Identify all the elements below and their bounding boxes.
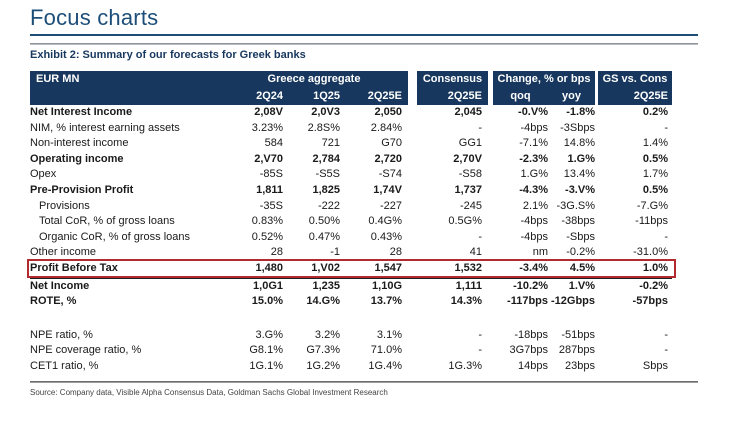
table-row [30, 359, 672, 375]
row-value: 1,0G1 [253, 279, 283, 292]
row-label: NPE coverage ratio, % [30, 344, 142, 357]
row-value: 2.8S% [307, 121, 340, 134]
row-label: Net Income [30, 279, 90, 292]
row-value: -18bps [514, 328, 548, 341]
row-value: 1,825 [312, 183, 340, 196]
row-value: -1 [330, 246, 340, 259]
row-value: -222 [317, 199, 340, 212]
row-value: -0.2% [566, 246, 595, 259]
row-value: - [664, 344, 668, 357]
row-label: Operating income [30, 152, 124, 165]
row-value: -S5S [315, 168, 340, 181]
row-value: 15.0% [251, 295, 283, 308]
row-value: 14bps [518, 359, 548, 372]
row-value: 41 [469, 246, 482, 259]
row-label: NPE ratio, % [30, 328, 93, 341]
row-value: - [478, 230, 482, 243]
row-value: -S58 [458, 168, 482, 181]
row-value: -12Gbps [550, 295, 595, 308]
table-row [30, 328, 672, 344]
table-row [30, 136, 672, 152]
row-value: -3G.S% [556, 199, 595, 212]
row-value: G8.1% [249, 344, 283, 357]
forecast-table [30, 71, 672, 375]
row-label: Net Interest Income [30, 106, 133, 118]
row-value: 28 [270, 246, 283, 259]
table-row [30, 343, 672, 359]
row-value: 0.43% [370, 230, 402, 243]
row-value: -245 [459, 199, 482, 212]
row-value: 13.7% [370, 295, 402, 308]
row-value: 71.0% [370, 344, 402, 357]
table-row [30, 199, 672, 215]
row-label: Opex [30, 168, 57, 181]
row-value: 0.50% [308, 215, 340, 228]
row-value: -227 [379, 199, 402, 212]
row-label: CET1 ratio, % [30, 359, 99, 372]
table-section-spacer [30, 310, 672, 328]
row-value: 2.1% [522, 199, 548, 212]
header-consensus: Consensus [417, 71, 488, 88]
row-value: 584 [264, 137, 283, 150]
table-row [30, 167, 672, 183]
table-row [30, 230, 672, 246]
row-value: 23bps [565, 359, 595, 372]
row-value: -38bps [561, 215, 595, 228]
header-col-1q25: 1Q25 [283, 88, 340, 105]
row-value: -2.3% [519, 152, 548, 165]
header-col-2q24: 2Q24 [220, 88, 283, 105]
row-value: 1G.2% [306, 359, 340, 372]
row-value: 2,V70 [254, 152, 283, 165]
row-value: 0.5% [642, 152, 668, 165]
row-value: G7.3% [306, 344, 340, 357]
row-value: 1,480 [255, 261, 283, 274]
row-value: 0.5% [642, 183, 668, 196]
title-rule-gray [30, 43, 698, 45]
row-value: -57bps [632, 295, 668, 308]
row-value: 1.4% [642, 137, 668, 150]
row-value: 0.52% [251, 230, 283, 243]
row-label: Other income [30, 246, 97, 259]
row-value: -85S [259, 168, 283, 181]
row-value: 721 [321, 137, 340, 150]
row-value: 4.5% [569, 261, 595, 274]
header-change: Change, % or bps [493, 71, 595, 88]
table-row [30, 294, 672, 310]
row-label: Non-interest income [30, 137, 129, 150]
row-label: ROTE, % [30, 295, 77, 308]
row-value: 2,720 [374, 152, 402, 165]
table-row [30, 105, 672, 121]
row-value: -0.2% [639, 279, 668, 292]
row-value: -7.G% [636, 199, 668, 212]
row-value: 2,050 [374, 106, 402, 118]
row-value: -4bps [520, 121, 548, 134]
table-body [30, 105, 672, 375]
table-row [30, 214, 672, 230]
row-value: 0.5G% [448, 215, 482, 228]
row-value: -51bps [561, 328, 595, 341]
table-row [30, 152, 672, 168]
table-header-row-periods [30, 88, 672, 105]
row-value: Sbps [642, 359, 668, 372]
row-value: 3.1% [376, 328, 402, 341]
table-row [30, 245, 672, 261]
row-value: 1.7% [642, 168, 668, 181]
row-value: -3.4% [519, 261, 548, 274]
row-value: 0.47% [308, 230, 340, 243]
row-value: 2.84% [370, 121, 402, 134]
row-label: NIM, % interest earning assets [30, 121, 180, 134]
table-row [30, 277, 672, 295]
row-label: Provisions [39, 199, 90, 212]
table-row [30, 183, 672, 199]
row-value: 0.83% [251, 215, 283, 228]
row-value: 28 [389, 246, 402, 259]
row-value: 0.2% [642, 106, 668, 118]
header-col-gs-2q25e: 2Q25E [598, 88, 672, 105]
row-value: 1G.3% [448, 359, 482, 372]
row-value: 1,235 [312, 279, 340, 292]
row-value: 1.G% [520, 168, 548, 181]
row-value: 0.4G% [368, 215, 402, 228]
row-label: Organic CoR, % of gross loans [39, 230, 191, 243]
row-value: -10.2% [513, 279, 548, 292]
row-value: -0.V% [518, 106, 548, 118]
row-value: 1,V02 [311, 261, 340, 274]
row-value: -35S [259, 199, 283, 212]
header-gap [408, 88, 417, 105]
row-value: -11bps [635, 215, 668, 228]
row-value: -S74 [378, 168, 402, 181]
row-value: 2,70V [453, 152, 482, 165]
row-value: 1G.4% [368, 359, 402, 372]
row-label: Total CoR, % of gross loans [39, 215, 175, 228]
title-rule-navy [30, 34, 698, 36]
row-value: 1,532 [454, 261, 482, 274]
row-value: -3.V% [565, 183, 595, 196]
row-value: G70 [381, 137, 402, 150]
page-title: Focus charts [30, 5, 159, 30]
row-value: 14.8% [563, 137, 595, 150]
row-value: -31.0% [633, 246, 668, 259]
row-value: 1.0% [642, 261, 668, 274]
header-empty [30, 88, 220, 105]
header-eur-mn: EUR MN [30, 71, 220, 88]
row-value: 14.G% [306, 295, 340, 308]
row-value: - [478, 344, 482, 357]
row-value: -Sbps [566, 230, 595, 243]
row-value: -3Sbps [560, 121, 595, 134]
row-value: 2,045 [454, 106, 482, 118]
row-value: 1,111 [455, 279, 482, 292]
row-value: 1G.1% [249, 359, 283, 372]
source-note: Source: Company data, Visible Alpha Consensus Data, Goldman Sachs Global Investment Research [30, 388, 388, 397]
header-col-2q25e: 2Q25E [340, 88, 408, 105]
row-value: 3.2% [314, 328, 340, 341]
header-greece-aggregate: Greece aggregate [220, 71, 408, 88]
row-value: -1.8% [566, 106, 595, 118]
row-value: -4bps [520, 215, 548, 228]
row-value: 2,784 [312, 152, 340, 165]
row-value: 3.23% [251, 121, 283, 134]
row-value: 13.4% [563, 168, 595, 181]
row-value: 1,811 [256, 183, 283, 196]
row-value: -117bps [507, 295, 548, 308]
table-bottom-rule [30, 381, 698, 383]
row-value: - [664, 121, 668, 134]
row-value: 3G7bps [509, 344, 548, 357]
row-value: 14.3% [450, 295, 482, 308]
exhibit-title: Exhibit 2: Summary of our forecasts for Greek banks [30, 49, 306, 61]
header-col-qoq: qoq [493, 88, 548, 105]
row-value: 3.G% [255, 328, 283, 341]
row-value: 1,737 [454, 183, 482, 196]
row-value: -7.1% [519, 137, 548, 150]
row-value: 1,74V [373, 183, 402, 196]
header-col-consensus-2q25e: 2Q25E [417, 88, 488, 105]
row-label: Profit Before Tax [30, 261, 118, 274]
row-value: nm [532, 246, 548, 259]
header-col-yoy: yoy [548, 88, 595, 105]
table-header-row-groups [30, 71, 672, 88]
table-row [30, 261, 672, 277]
row-value: 2,0V3 [311, 106, 340, 118]
row-value: - [664, 230, 668, 243]
row-value: -4.3% [519, 183, 548, 196]
row-value: -4bps [520, 230, 548, 243]
row-value: 287bps [558, 344, 595, 357]
row-value: - [664, 328, 668, 341]
row-value: 1,10G [372, 279, 402, 292]
row-value: 1.G% [567, 152, 595, 165]
header-gap [408, 71, 417, 88]
row-value: - [478, 328, 482, 341]
row-value: GG1 [458, 137, 482, 150]
row-label: Pre-Provision Profit [30, 183, 134, 196]
header-gs-vs-cons: GS vs. Cons [598, 71, 672, 88]
row-value: 1.V% [568, 279, 595, 292]
row-value: 1,547 [374, 261, 402, 274]
table-row [30, 121, 672, 137]
row-value: - [478, 121, 482, 134]
row-value: 2,08V [254, 106, 283, 118]
